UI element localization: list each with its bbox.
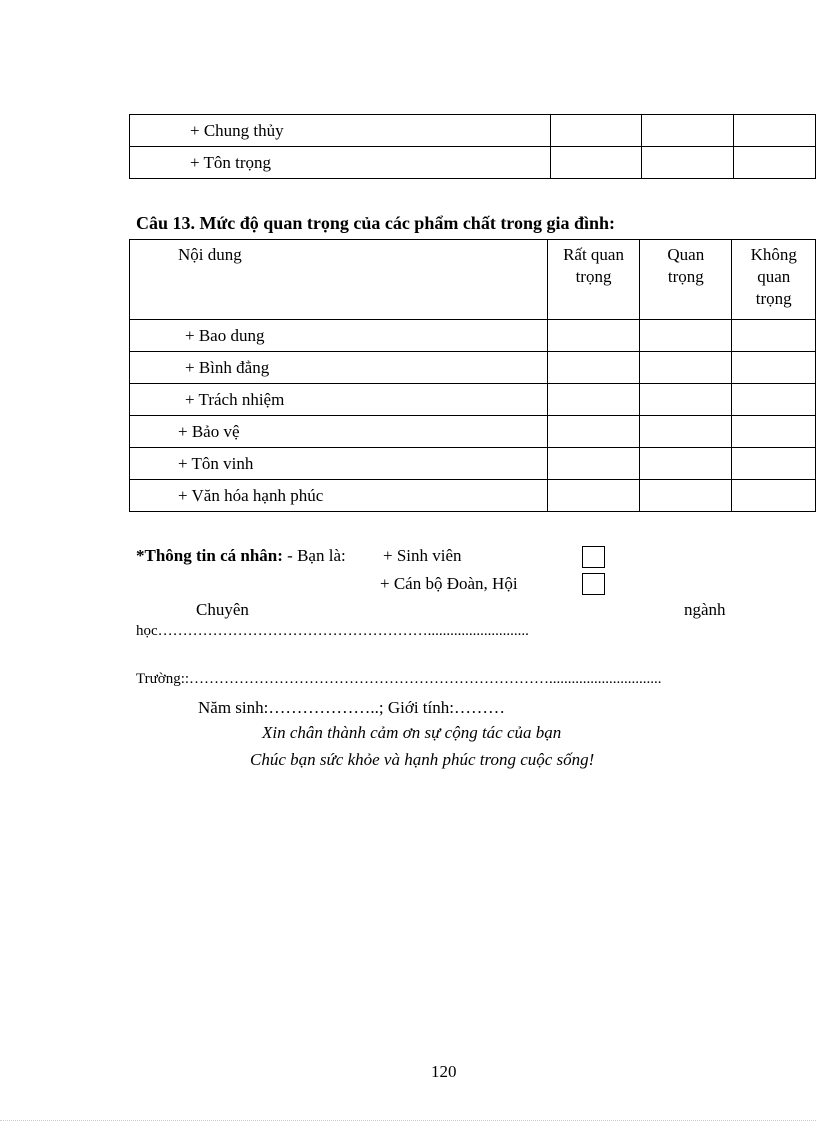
answer-cell[interactable]: [640, 448, 732, 480]
wishes-line: Chúc bạn sức khỏe và hạnh phúc trong cuộc sống!: [250, 750, 595, 769]
row-label: + Bảo vệ: [130, 416, 548, 448]
row-label: + Chung thủy: [130, 115, 551, 147]
table-continuation: [129, 114, 816, 179]
answer-cell[interactable]: [733, 147, 815, 179]
you-are-label: - Bạn là:: [287, 546, 346, 565]
header-line: quan: [757, 267, 791, 286]
row-label: + Tôn trọng: [130, 147, 551, 179]
row-label: + Trách nhiệm: [130, 384, 548, 416]
table-row: [130, 384, 816, 416]
answer-cell[interactable]: [640, 320, 732, 352]
answer-cell[interactable]: [640, 480, 732, 512]
answer-cell[interactable]: [642, 115, 733, 147]
answer-cell[interactable]: [640, 352, 732, 384]
major-label-right: ngành: [684, 600, 726, 619]
table-row: [130, 480, 816, 512]
answer-cell[interactable]: [642, 147, 733, 179]
table-row: [130, 320, 816, 352]
answer-cell[interactable]: [640, 384, 732, 416]
major-label-left: Chuyên: [196, 600, 249, 619]
birth-gender-field[interactable]: Năm sinh:………………..; Giới tính:………: [198, 698, 505, 717]
answer-cell[interactable]: [732, 384, 816, 416]
row-label: + Bình đẳng: [130, 352, 548, 384]
school-field[interactable]: Trường::………………………………………………………………..............................: [136, 671, 662, 687]
column-header-important: [640, 240, 732, 320]
answer-cell[interactable]: [547, 384, 639, 416]
option-student-label: + Sinh viên: [383, 546, 462, 565]
thank-you-line: Xin chân thành cảm ơn sự cộng tác của bạn: [262, 723, 562, 742]
header-line: trọng: [667, 267, 704, 286]
column-header-not-important: [732, 240, 816, 320]
answer-cell[interactable]: [547, 352, 639, 384]
header-line: Rất quan: [563, 245, 624, 264]
row-label: + Văn hóa hạnh phúc: [130, 480, 548, 512]
row-label: + Bao dung: [130, 320, 548, 352]
header-line: Không: [750, 245, 797, 264]
page-bottom-divider: [0, 1120, 816, 1121]
question-13-table: [129, 239, 816, 512]
header-line: Quan: [667, 245, 705, 264]
option-officer-label: + Cán bộ Đoàn, Hội: [380, 574, 518, 593]
answer-cell[interactable]: [733, 115, 815, 147]
answer-cell[interactable]: [547, 480, 639, 512]
answer-cell[interactable]: [640, 416, 732, 448]
answer-cell[interactable]: [732, 352, 816, 384]
column-header-very-important: [547, 240, 639, 320]
table-row: [130, 147, 816, 179]
answer-cell[interactable]: [732, 480, 816, 512]
option-officer-checkbox[interactable]: [582, 573, 605, 595]
table-header-row: [130, 240, 816, 320]
column-header-content: Nội dung: [130, 240, 548, 320]
personal-info-line: [136, 546, 346, 566]
option-student-checkbox[interactable]: [582, 546, 605, 568]
answer-cell[interactable]: [547, 448, 639, 480]
header-line: trọng: [575, 267, 612, 286]
answer-cell[interactable]: [550, 147, 641, 179]
answer-cell[interactable]: [550, 115, 641, 147]
table-row: [130, 115, 816, 147]
row-label: + Tôn vinh: [130, 448, 548, 480]
header-line: trọng: [755, 289, 792, 308]
answer-cell[interactable]: [732, 416, 816, 448]
answer-cell[interactable]: [547, 320, 639, 352]
personal-info-label: *Thông tin cá nhân:: [136, 546, 283, 565]
table-row: [130, 352, 816, 384]
answer-cell[interactable]: [732, 448, 816, 480]
page-number: 120: [431, 1062, 457, 1081]
table-row: [130, 448, 816, 480]
table-row: [130, 416, 816, 448]
answer-cell[interactable]: [732, 320, 816, 352]
major-field[interactable]: học………………………………………………...........................: [136, 623, 529, 639]
question-13-heading: Câu 13. Mức độ quan trọng của các phẩm chất trong gia đình:: [136, 213, 616, 233]
answer-cell[interactable]: [547, 416, 639, 448]
